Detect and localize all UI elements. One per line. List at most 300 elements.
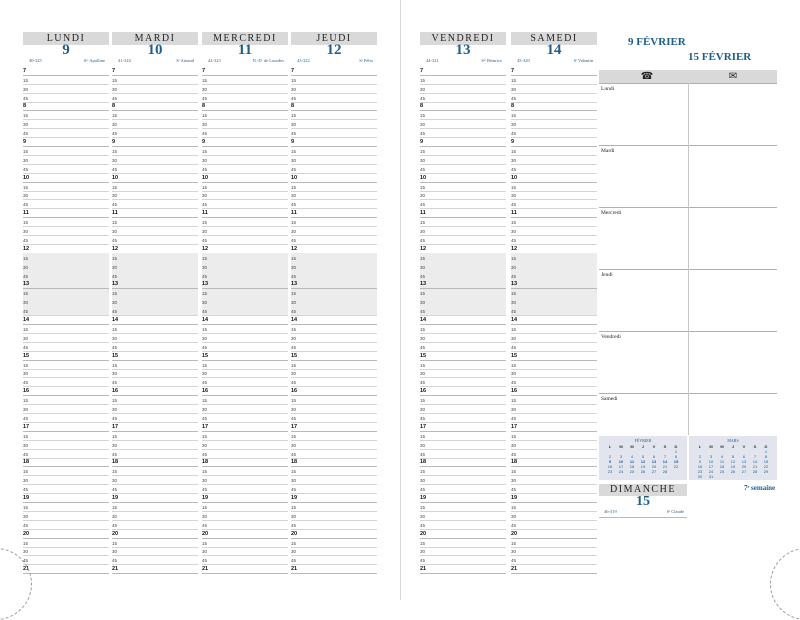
hour-label: 11	[420, 210, 426, 217]
hour-label: 17	[511, 423, 518, 430]
quarter-label: 15	[112, 540, 118, 546]
quarter-label: 45	[420, 451, 426, 457]
quarter-label: 30	[291, 229, 297, 235]
quarter-label: 15	[291, 398, 297, 404]
quarter-label: 15	[202, 398, 208, 404]
quarter-label: 30	[511, 122, 517, 128]
quarter-label: 45	[23, 95, 29, 101]
quarter-label: 30	[420, 549, 426, 555]
quarter-label: 15	[202, 220, 208, 226]
quarter-label: 45	[23, 202, 29, 208]
weekday-note-label: Jeudi	[601, 272, 613, 278]
quarter-label: 45	[23, 380, 29, 386]
mini-calendar-weekday: J	[731, 444, 735, 449]
day-header: LUNDI	[23, 32, 109, 45]
mini-calendar-day: 25	[629, 469, 635, 474]
hour-label: 7	[511, 67, 515, 74]
quarter-label: 45	[291, 202, 297, 208]
quarter-label: 30	[420, 122, 426, 128]
mini-calendar-day: 10	[708, 459, 714, 464]
mini-calendar-day: 14	[662, 459, 668, 464]
mini-calendar-day: 20	[651, 464, 657, 469]
quarter-label: 15	[420, 113, 426, 119]
quarter-label: 30	[112, 300, 118, 306]
quarter-label: 30	[420, 300, 426, 306]
hour-label: 11	[112, 210, 118, 217]
hour-label: 14	[202, 317, 209, 324]
mini-calendar-day	[671, 469, 682, 474]
hour-label: 18	[511, 459, 518, 466]
quarter-label: 45	[202, 309, 208, 315]
mini-calendar-weekday: V	[652, 444, 656, 449]
quarter-label: 15	[291, 220, 297, 226]
quarter-label: 30	[202, 229, 208, 235]
mini-calendar-day: 21	[662, 464, 668, 469]
mini-calendar-day: 5	[731, 454, 735, 459]
quarter-label: 45	[420, 95, 426, 101]
mini-calendar-day: 13	[741, 459, 747, 464]
quarter-label: 15	[112, 220, 118, 226]
hour-label: 9	[112, 139, 116, 146]
week-start-title: 9 FÉVRIER	[628, 36, 686, 48]
quarter-label: 30	[291, 264, 297, 270]
quarter-label: 15	[202, 540, 208, 546]
mini-calendar-day: 7	[663, 454, 667, 459]
saint-name: Sᵗ Félix	[359, 58, 373, 63]
hour-label: 19	[202, 495, 209, 502]
quarter-label: 30	[291, 478, 297, 484]
day-meta	[23, 58, 109, 66]
quarter-label: 30	[23, 264, 29, 270]
hour-row[interactable]	[202, 564, 288, 574]
quarter-label: 45	[23, 344, 29, 350]
quarter-label: 45	[511, 451, 517, 457]
quarter-label: 15	[420, 504, 426, 510]
quarter-label: 15	[291, 77, 297, 83]
quarter-label: 45	[23, 273, 29, 279]
quarter-label: 30	[112, 86, 118, 92]
quarter-label: 15	[23, 362, 29, 368]
day-header: SAMEDI	[511, 32, 597, 45]
quarter-label: 45	[511, 166, 517, 172]
hour-label: 7	[202, 67, 206, 74]
hour-label: 15	[511, 352, 518, 359]
quarter-label: 15	[112, 255, 118, 261]
quarter-label: 30	[23, 407, 29, 413]
quarter-label: 15	[112, 184, 118, 190]
quarter-label: 30	[420, 193, 426, 199]
day-date: 14	[546, 42, 562, 58]
hour-label: 16	[291, 388, 298, 395]
quarter-label: 30	[202, 478, 208, 484]
quarter-label: 30	[291, 442, 297, 448]
day-header: JEUDI	[291, 32, 377, 45]
quarter-label: 15	[420, 255, 426, 261]
mini-calendar-day: 27	[741, 469, 747, 474]
quarter-label: 45	[420, 415, 426, 421]
quarter-label: 45	[511, 380, 517, 386]
week-end-title: 15 FÉVRIER	[688, 51, 752, 63]
mini-calendar-day: 12	[640, 459, 646, 464]
mini-calendar-day: 17	[708, 464, 714, 469]
quarter-label: 15	[23, 113, 29, 119]
hour-label: 18	[202, 459, 209, 466]
hour-label: 13	[420, 281, 427, 288]
quarter-label: 45	[23, 487, 29, 493]
quarter-label: 45	[202, 131, 208, 137]
hour-label: 21	[420, 566, 427, 573]
quarter-label: 30	[112, 157, 118, 163]
quarter-label: 30	[420, 442, 426, 448]
quarter-label: 45	[511, 131, 517, 137]
quarter-label: 15	[202, 255, 208, 261]
hour-label: 15	[112, 352, 119, 359]
weekday-note-label: Mardi	[601, 148, 615, 154]
quarter-label: 15	[420, 433, 426, 439]
hour-label: 16	[23, 388, 30, 395]
quarter-label: 45	[112, 166, 118, 172]
phone-icon: ☎	[640, 71, 654, 82]
hour-label: 17	[202, 423, 209, 430]
quarter-label: 30	[23, 513, 29, 519]
mini-calendar-day: 8	[764, 454, 768, 459]
day-meta	[202, 58, 288, 66]
hour-label: 21	[291, 566, 298, 573]
mini-calendar-day: 16	[697, 464, 703, 469]
hour-row[interactable]	[23, 564, 109, 574]
hour-label: 10	[420, 174, 427, 181]
quarter-label: 45	[23, 166, 29, 172]
hour-label: 13	[23, 281, 30, 288]
hour-label: 7	[420, 67, 424, 74]
mini-calendar-day	[739, 474, 750, 479]
mini-calendar-weekday: D	[764, 444, 768, 449]
hour-label: 7	[291, 67, 295, 74]
hour-label: 7	[112, 67, 116, 74]
saint-name: Sᵗ Valentin	[573, 58, 593, 63]
hour-label: 11	[23, 210, 29, 217]
quarter-label: 45	[291, 522, 297, 528]
quarter-label: 15	[202, 433, 208, 439]
quarter-label: 30	[112, 407, 118, 413]
mini-calendar-weekday: S	[663, 444, 667, 449]
weekday-note-label: Vendredi	[601, 334, 621, 340]
quarter-label: 45	[112, 522, 118, 528]
envelope-icon: ✉	[728, 71, 738, 82]
quarter-label: 30	[420, 86, 426, 92]
quarter-label: 30	[23, 478, 29, 484]
quarter-label: 30	[202, 122, 208, 128]
mini-calendar-day: 13	[651, 459, 657, 464]
mini-calendar-day: 9	[608, 459, 612, 464]
quarter-label: 15	[511, 362, 517, 368]
quarter-label: 30	[420, 335, 426, 341]
mini-calendar-day: 11	[629, 459, 635, 464]
quarter-label: 30	[291, 122, 297, 128]
day-meta	[291, 58, 377, 66]
quarter-label: 30	[202, 193, 208, 199]
hour-label: 19	[511, 495, 518, 502]
quarter-label: 30	[112, 335, 118, 341]
day-count: 40-325	[29, 58, 42, 63]
day-date: 10	[147, 42, 163, 58]
quarter-label: 30	[511, 193, 517, 199]
saint-name: N.-D. de Lourdes	[252, 58, 284, 63]
hour-label: 13	[202, 281, 209, 288]
quarter-label: 30	[511, 442, 517, 448]
mini-calendar-day: 10	[618, 459, 624, 464]
quarter-label: 45	[511, 202, 517, 208]
quarter-label: 15	[202, 77, 208, 83]
quarter-label: 15	[23, 326, 29, 332]
quarter-label: 30	[112, 229, 118, 235]
hour-label: 17	[23, 423, 30, 430]
mini-calendar-day: 28	[752, 469, 758, 474]
sunday-meta	[604, 509, 684, 514]
day-column	[23, 32, 109, 573]
weekday-note-label: Mercredi	[601, 210, 622, 216]
quarter-label: 45	[202, 95, 208, 101]
mini-calendar-weekday: J	[641, 444, 645, 449]
quarter-label: 45	[420, 380, 426, 386]
hour-label: 20	[511, 530, 518, 537]
quarter-label: 15	[511, 255, 517, 261]
hour-label: 20	[202, 530, 209, 537]
quarter-label: 45	[511, 415, 517, 421]
quarter-label: 30	[23, 442, 29, 448]
quarter-label: 30	[511, 86, 517, 92]
hour-label: 19	[23, 495, 30, 502]
quarter-label: 15	[511, 398, 517, 404]
mini-calendar-day: 24	[708, 469, 714, 474]
quarter-label: 45	[420, 202, 426, 208]
quarter-label: 30	[112, 264, 118, 270]
hour-row[interactable]	[291, 564, 377, 574]
hour-label: 11	[291, 210, 297, 217]
quarter-label: 30	[420, 264, 426, 270]
mini-calendar-weekday: M	[709, 444, 713, 449]
quarter-label: 15	[202, 362, 208, 368]
quarter-label: 45	[291, 415, 297, 421]
quarter-label: 15	[511, 113, 517, 119]
hour-row[interactable]	[511, 564, 597, 574]
saint-name: Sᵗᵉ Apolline	[83, 58, 105, 63]
quarter-label: 45	[202, 487, 208, 493]
quarter-label: 15	[291, 433, 297, 439]
quarter-label: 45	[291, 344, 297, 350]
quarter-label: 30	[23, 193, 29, 199]
mini-calendar-day: 3	[709, 454, 713, 459]
hour-label: 12	[23, 245, 30, 252]
hour-label: 10	[202, 174, 209, 181]
quarter-label: 30	[511, 300, 517, 306]
quarter-label: 45	[112, 95, 118, 101]
day-count: 45-320	[517, 58, 530, 63]
quarter-label: 15	[23, 469, 29, 475]
day-date: 13	[455, 42, 471, 58]
quarter-label: 30	[420, 229, 426, 235]
hour-label: 16	[420, 388, 427, 395]
mini-calendar-day: 19	[640, 464, 646, 469]
weekday-note-label: Lundi	[601, 86, 615, 92]
quarter-label: 45	[511, 95, 517, 101]
quarter-label: 15	[112, 291, 118, 297]
hour-label: 12	[291, 245, 298, 252]
hour-label: 16	[511, 388, 518, 395]
day-meta	[511, 58, 597, 66]
quarter-label: 45	[291, 451, 297, 457]
mini-calendar-table	[605, 444, 682, 474]
hour-label: 12	[511, 245, 518, 252]
quarter-label: 15	[291, 113, 297, 119]
quarter-label: 30	[23, 229, 29, 235]
hour-label: 20	[23, 530, 30, 537]
mini-calendar-day: 31	[708, 474, 714, 479]
quarter-label: 30	[202, 442, 208, 448]
mini-calendar-day: 2	[698, 454, 702, 459]
saint-name: Sᵗᵉ Béatrice	[481, 58, 502, 63]
day-column	[202, 32, 288, 573]
hour-label: 13	[291, 281, 298, 288]
hour-label: 9	[511, 139, 515, 146]
hour-label: 18	[420, 459, 427, 466]
day-meta	[112, 58, 198, 66]
quarter-label: 30	[23, 157, 29, 163]
quarter-label: 30	[202, 300, 208, 306]
quarter-label: 30	[202, 335, 208, 341]
mini-calendar-day	[761, 474, 772, 479]
day-date: 12	[326, 42, 342, 58]
hour-label: 8	[291, 103, 295, 110]
mini-calendar-day: 23	[607, 469, 613, 474]
quarter-label: 45	[420, 344, 426, 350]
quarter-label: 15	[112, 469, 118, 475]
mini-calendar-day: 29	[763, 469, 769, 474]
quarter-label: 45	[511, 487, 517, 493]
mini-calendar-day: 26	[730, 469, 736, 474]
hour-label: 21	[23, 566, 30, 573]
quarter-label: 15	[291, 362, 297, 368]
quarter-label: 15	[511, 148, 517, 154]
notes-divider	[688, 83, 689, 435]
quarter-label: 15	[202, 469, 208, 475]
quarter-label: 30	[511, 549, 517, 555]
day-header: MERCREDI	[202, 32, 288, 45]
hour-label: 12	[420, 245, 427, 252]
quarter-label: 45	[23, 309, 29, 315]
quarter-label: 45	[112, 131, 118, 137]
quarter-label: 45	[511, 273, 517, 279]
quarter-label: 30	[291, 300, 297, 306]
day-column	[112, 32, 198, 573]
quarter-label: 15	[112, 326, 118, 332]
quarter-label: 15	[23, 255, 29, 261]
quarter-label: 30	[202, 513, 208, 519]
mini-calendar-month: MARS	[727, 438, 739, 443]
quarter-label: 45	[23, 237, 29, 243]
quarter-label: 15	[420, 220, 426, 226]
quarter-label: 45	[202, 380, 208, 386]
quarter-label: 15	[23, 398, 29, 404]
quarter-label: 15	[511, 540, 517, 546]
quarter-label: 30	[511, 407, 517, 413]
hour-label: 17	[112, 423, 119, 430]
hour-row[interactable]	[112, 564, 198, 574]
saint-name: Sᵗ Arnaud	[176, 58, 194, 63]
day-count: 42-323	[208, 58, 221, 63]
hour-label: 20	[291, 530, 298, 537]
mini-calendar-day: 3	[619, 454, 623, 459]
quarter-label: 30	[23, 549, 29, 555]
day-count: 43-322	[297, 58, 310, 63]
quarter-label: 30	[112, 122, 118, 128]
quarter-label: 30	[202, 157, 208, 163]
mini-calendar-day: 8	[674, 454, 678, 459]
quarter-label: 45	[291, 273, 297, 279]
hour-label: 19	[420, 495, 427, 502]
mini-calendar-day: 30	[697, 474, 703, 479]
hour-label: 12	[202, 245, 209, 252]
quarter-label: 45	[291, 487, 297, 493]
quarter-label: 15	[291, 504, 297, 510]
quarter-label: 15	[202, 113, 208, 119]
day-header: VENDREDI	[420, 32, 506, 45]
hour-label: 9	[23, 139, 27, 146]
hour-row[interactable]	[420, 564, 506, 574]
mini-calendar-day: 26	[640, 469, 646, 474]
quarter-label: 30	[112, 478, 118, 484]
quarter-label: 15	[291, 255, 297, 261]
quarter-label: 45	[112, 487, 118, 493]
mini-calendar-weekday: M	[630, 444, 634, 449]
mini-calendar-day: 20	[741, 464, 747, 469]
day-column	[291, 32, 377, 573]
hour-label: 14	[511, 317, 518, 324]
mini-calendar-month: FÉVRIER	[634, 438, 652, 443]
mini-calendar-day: 23	[697, 469, 703, 474]
quarter-label: 15	[420, 540, 426, 546]
mini-calendar-day: 19	[730, 464, 736, 469]
quarter-label: 15	[511, 469, 517, 475]
quarter-label: 30	[112, 513, 118, 519]
quarter-label: 30	[511, 371, 517, 377]
sunday-header: DIMANCHE	[599, 484, 687, 496]
quarter-label: 45	[420, 487, 426, 493]
hour-label: 20	[420, 530, 427, 537]
hour-label: 17	[291, 423, 298, 430]
quarter-label: 45	[291, 95, 297, 101]
quarter-label: 30	[511, 229, 517, 235]
quarter-label: 30	[420, 371, 426, 377]
quarter-label: 45	[291, 131, 297, 137]
quarter-label: 45	[420, 237, 426, 243]
hour-label: 21	[202, 566, 209, 573]
day-header: MARDI	[112, 32, 198, 45]
quarter-label: 30	[23, 300, 29, 306]
quarter-label: 15	[420, 326, 426, 332]
quarter-label: 15	[420, 469, 426, 475]
quarter-label: 15	[202, 184, 208, 190]
mini-calendar-day: 18	[719, 464, 725, 469]
hour-label: 20	[112, 530, 119, 537]
hour-label: 8	[202, 103, 206, 110]
mini-calendar-day: 6	[652, 454, 656, 459]
mini-calendar-day: 1	[764, 449, 768, 454]
hour-label: 12	[112, 245, 119, 252]
quarter-label: 30	[291, 86, 297, 92]
hour-label: 14	[23, 317, 30, 324]
quarter-label: 45	[291, 237, 297, 243]
